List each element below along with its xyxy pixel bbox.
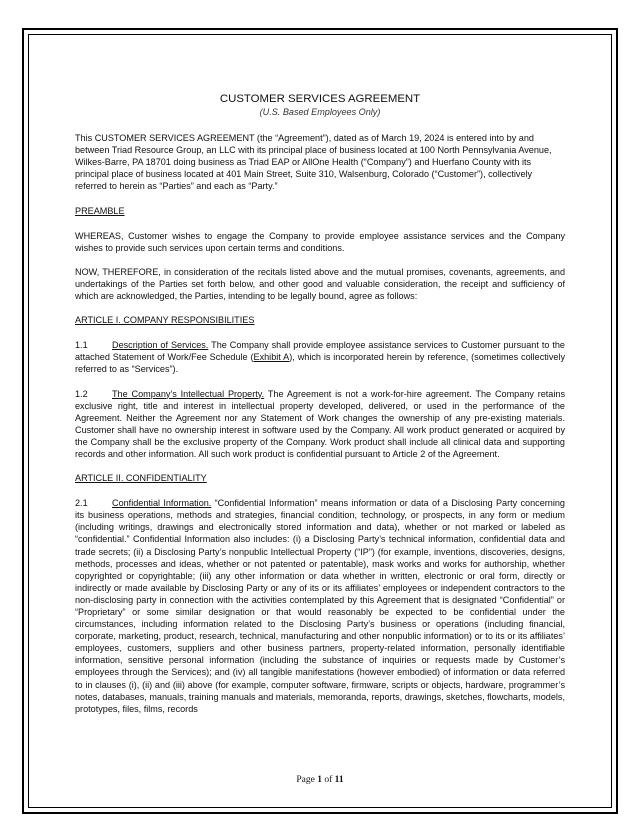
section-text: The Agreement is not a work-for-hire agreement. The Company retains exclusive right, title and interest in intellectual property developed, delivered, or used in the performance of the Agreement. Neither the Agreement nor any Statement of Work changes the ownership of any pre-existing materials. Customer shall have no ownership interest in software used by the Company. All work product generated or acquired by the Company shall be the exclusive property of the Company. Work product shall include all clinical data and supporting records and other information. All such work product is confidential pursuant to Article 2 of the Agreement. [75, 388, 565, 459]
section-number: 1.2 [75, 388, 88, 399]
intro-rest: (the “Agreement”), dated as of March 19, 2024 is entered into by and between Triad Resource Group, an LLC with its principal place of business located at 100 North Pennsylvania Avenue, Wilkes-Barre, PA 18701 doing business as Triad EAP or AllOne Health (“Company”) and Huerfano County with its principal place of business located at 401 Main Street, Suite 310, Walsenburg, Colorado (“Customer”), collectively referred to herein as “Parties” and each as “Party.” [75, 133, 552, 192]
section-2-1 [75, 497, 565, 715]
page-of-label: of [321, 775, 335, 785]
page-footer [0, 775, 640, 785]
document-subtitle: (U.S. Based Employees Only) [259, 107, 381, 117]
section-text: The Company shall provide employee assistance services to Customer pursuant to the attached Statement of Work/Fee Schedule ( [75, 340, 565, 363]
page-total: 11 [334, 775, 344, 785]
page-label: Page [296, 775, 318, 785]
section-text: ), which is incorporated herein by reference, (sometimes collectively referred to as “Services”). [75, 352, 565, 375]
article-2-heading: ARTICLE II. CONFIDENTIALITY [75, 473, 207, 484]
preamble-heading: PREAMBLE [75, 205, 125, 216]
section-number: 2.1 [75, 498, 88, 509]
section-number: 1.1 [75, 340, 88, 351]
section-title: Description of Services. [112, 340, 209, 351]
section-title: The Company’s Intellectual Property. [112, 388, 265, 399]
page-number: 1 [317, 775, 322, 785]
document-title: CUSTOMER SERVICES AGREEMENT [219, 93, 421, 105]
whereas-paragraph [75, 230, 565, 254]
whereas-text: Customer wishes to engage the Company to provide employee assistance services and the Company wishes to provide such services upon certain terms and conditions. [75, 230, 565, 253]
now-therefore-paragraph [75, 266, 565, 302]
now-therefore-text: in consideration of the recitals listed above and the mutual promises, covenants, agreements, and undertakings of the Parties set forth below, and other good and valuable consideration, the receipt and sufficiency of which are acknowledged, the Parties, intending to be legally bound, agree as follows: [75, 266, 566, 302]
intro-pre: This [75, 133, 95, 144]
section-1-1 [75, 339, 565, 375]
section-text: “Confidential Information” means information or data of a Disclosing Party concerning its business operations, methods and strategies, financial condition, technology, or prospects, in any form or medium (including writings, drawings and electronically stored information and data), whether or not marked or labeled as “confidential.” Confidential Information also includes: (i) a Disclosing Party’s technical information, confidential data and trade secrets; (ii) a Disclosing Party’s nonpublic Intellectual Property (“IP”) (for example, inventions, discoveries, designs, methods, processes and ideas, whether or not patented or patentable), mask works and works for authorship, whether copyrighted or copyrightable; (iii) any other information or data whether in written, electronic or oral form, directly or indirectly or made available by Disclosing Party or any of its or its affiliates’ employees or independent contractors to the non-disclosing party in connection with the activities contemplated by this Agreement that is designated “Confidential” or “Proprietary” or some similar designation or that would reasonably be expected to be confidential under the circumstances, including information related to the Disclosing Party’s business or operations (including financial, corporate, marketing, product, research, technical, manufacturing and other nonpublic information) or to its or its affiliates’ employees, customers, suppliers and other business partners, property-related information, personally identifiable information, sensitive personal information (including the substance of inquiries or requests made by Customer’s employees through the Services); and (iv) all tangible manifestations (however embodied) of information or data referred to in clauses (i), (ii) and (iii) above (for example, computer software, firmware, scripts or objects, hardware, programmer’s notes, databases, manuals, training manuals and materials, memoranda, reports, drawings, sketches, flowcharts, models, prototypes, files, films, records [75, 498, 565, 714]
document-body [75, 92, 565, 727]
section-title: Confidential Information. [112, 498, 212, 509]
whereas-label: WHEREAS, [75, 230, 124, 241]
intro-paragraph [75, 132, 565, 192]
section-1-2 [75, 388, 565, 461]
now-therefore-label: NOW, THEREFORE, [75, 266, 161, 277]
article-1-heading: ARTICLE I. COMPANY RESPONSIBILITIES [75, 315, 255, 326]
exhibit-reference: Exhibit A [253, 352, 290, 363]
intro-term: CUSTOMER SERVICES AGREEMENT [94, 133, 255, 144]
